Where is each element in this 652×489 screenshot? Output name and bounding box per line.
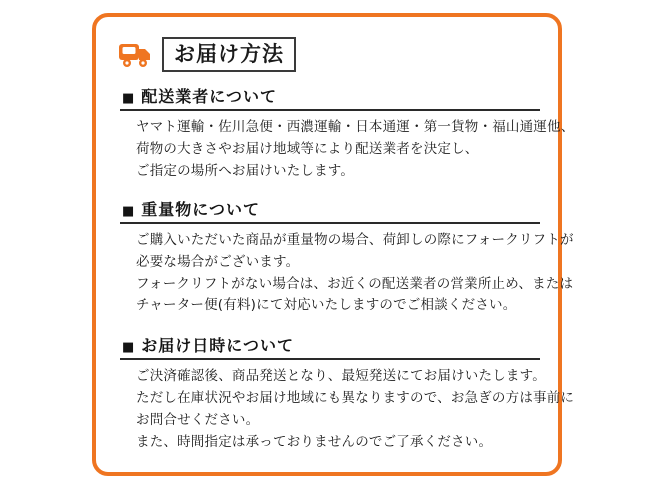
body-line: 必要な場合がございます。 [136,253,300,270]
body-line: また、時間指定は承っておりませんのでご了承ください。 [136,433,493,450]
section-body [136,117,575,183]
section-heading-label: 配送業者について [141,87,277,107]
body-line: ヤマト運輸・佐川急便・西濃運輸・日本通運・第一貨物・福山通運他、 [136,119,575,136]
body-line: ただし在庫状況やお届け地域にも異なりますので、お急ぎの方は事前に [136,390,575,407]
page-title: お届け方法 [162,37,296,72]
panel-title-row [118,37,540,72]
section-body [136,366,575,453]
bullet-square-icon: ■ [122,91,136,107]
section-shipping-carriers [114,84,575,183]
section-heading [120,197,540,224]
body-line: 荷物の大きさやお届け地域等により配送業者を決定し、 [136,141,479,158]
delivery-truck-icon [118,40,152,70]
section-heading-label: お届け日時について [141,336,294,356]
section-heading [120,84,540,111]
section-heading [120,333,540,360]
body-line: ご購入いただいた商品が重量物の場合、荷卸しの際にフォークリフトが [136,231,574,248]
body-line: フォークリフトがない場合は、お近くの配送業者の営業所止め、または [136,275,574,292]
section-heading-label: 重量物について [141,199,260,219]
bullet-square-icon: ■ [122,340,136,356]
body-line: ご決済確認後、商品発送となり、最短発送にてお届けいたします。 [136,368,546,385]
body-line: お問合せください。 [136,411,260,428]
delivery-method-panel [92,13,575,476]
section-body [136,230,574,317]
body-line: ご指定の場所へお届けいたします。 [136,162,355,179]
section-delivery-datetime [114,333,575,453]
bullet-square-icon: ■ [122,203,136,219]
section-heavy-items [114,197,574,317]
body-line: チャーター便(有料)にて対応いたしますのでご相談ください。 [136,297,517,314]
